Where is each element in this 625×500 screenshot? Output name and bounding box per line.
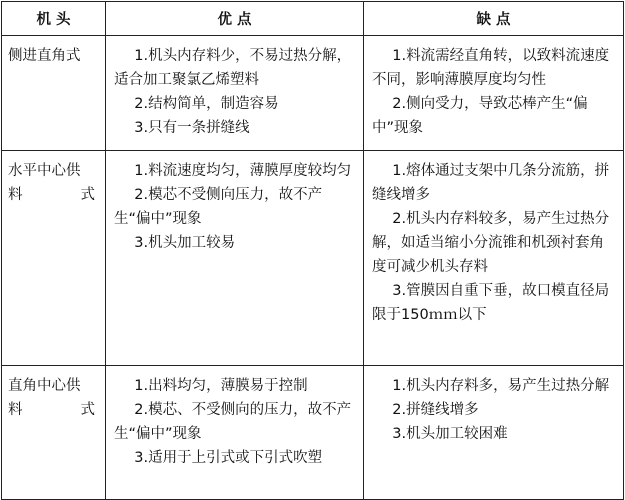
advantages-cell xyxy=(106,151,364,366)
advantages-cell xyxy=(106,36,364,151)
row-name-line: 料 式 xyxy=(8,402,95,418)
row-name xyxy=(2,36,106,151)
table-row xyxy=(2,151,624,366)
disadvantage-item: 3.管膜因自重下垂，故口模直径局限于150ｍｍ以下 xyxy=(372,283,610,323)
advantage-item: 3.只有一条拼缝线 xyxy=(134,120,250,136)
disadvantage-item: 3.机头加工较困难 xyxy=(392,426,508,442)
comparison-table xyxy=(1,1,624,500)
disadvantages-cell xyxy=(364,151,624,366)
disadvantage-item: 1.机头内存料多，易产生过热分解 xyxy=(392,378,610,394)
row-name xyxy=(2,151,106,366)
disadvantage-item: 1.料流需经直角转，以致料流速度不同，影响薄膜厚度均匀性 xyxy=(372,48,610,88)
disadvantage-item: 2.拼缝线增多 xyxy=(392,402,479,418)
header-disadvantages: 缺 点 xyxy=(364,2,624,36)
row-name-line: 侧进直角式 xyxy=(8,48,81,64)
table-row xyxy=(2,36,624,151)
advantage-item: 1.机头内存料少，不易过热分解，适合加工聚氯乙烯塑料 xyxy=(114,48,352,88)
advantages-cell xyxy=(106,366,364,500)
disadvantage-item: 2.机头内存料较多，易产生过热分解，如适当缩小分流锥和机颈衬套角度可减少机头存料 xyxy=(372,211,610,275)
header-row xyxy=(2,2,624,36)
advantage-item: 3.机头加工较易 xyxy=(134,235,236,251)
advantage-item: 2.模芯、不受侧向的压力，故不产生“偏中”现象 xyxy=(114,402,352,442)
table-row xyxy=(2,366,624,500)
advantage-item: 2.模芯不受侧向压力，故不产生“偏中”现象 xyxy=(114,187,323,227)
header-die-head: 机 头 xyxy=(2,2,106,36)
disadvantage-item: 1.熔体通过支架中几条分流筋，拼缝线增多 xyxy=(372,163,610,203)
advantage-item: 1.出料均匀，薄膜易于控制 xyxy=(134,378,308,394)
row-name-line: 水平中心供 xyxy=(8,163,81,179)
disadvantages-cell xyxy=(364,366,624,500)
advantage-item: 3.适用于上引式或下引式吹塑 xyxy=(134,450,323,466)
row-name-line: 料 式 xyxy=(8,187,95,203)
row-name xyxy=(2,366,106,500)
advantage-item: 2.结构简单，制造容易 xyxy=(134,96,279,112)
disadvantage-item: 2.侧向受力，导致芯棒产生“偏中”现象 xyxy=(372,96,588,136)
advantage-item: 1.料流速度均匀，薄膜厚度较均匀 xyxy=(134,163,352,179)
row-name-line: 直角中心供 xyxy=(8,378,81,394)
header-advantages: 优 点 xyxy=(106,2,364,36)
disadvantages-cell xyxy=(364,36,624,151)
